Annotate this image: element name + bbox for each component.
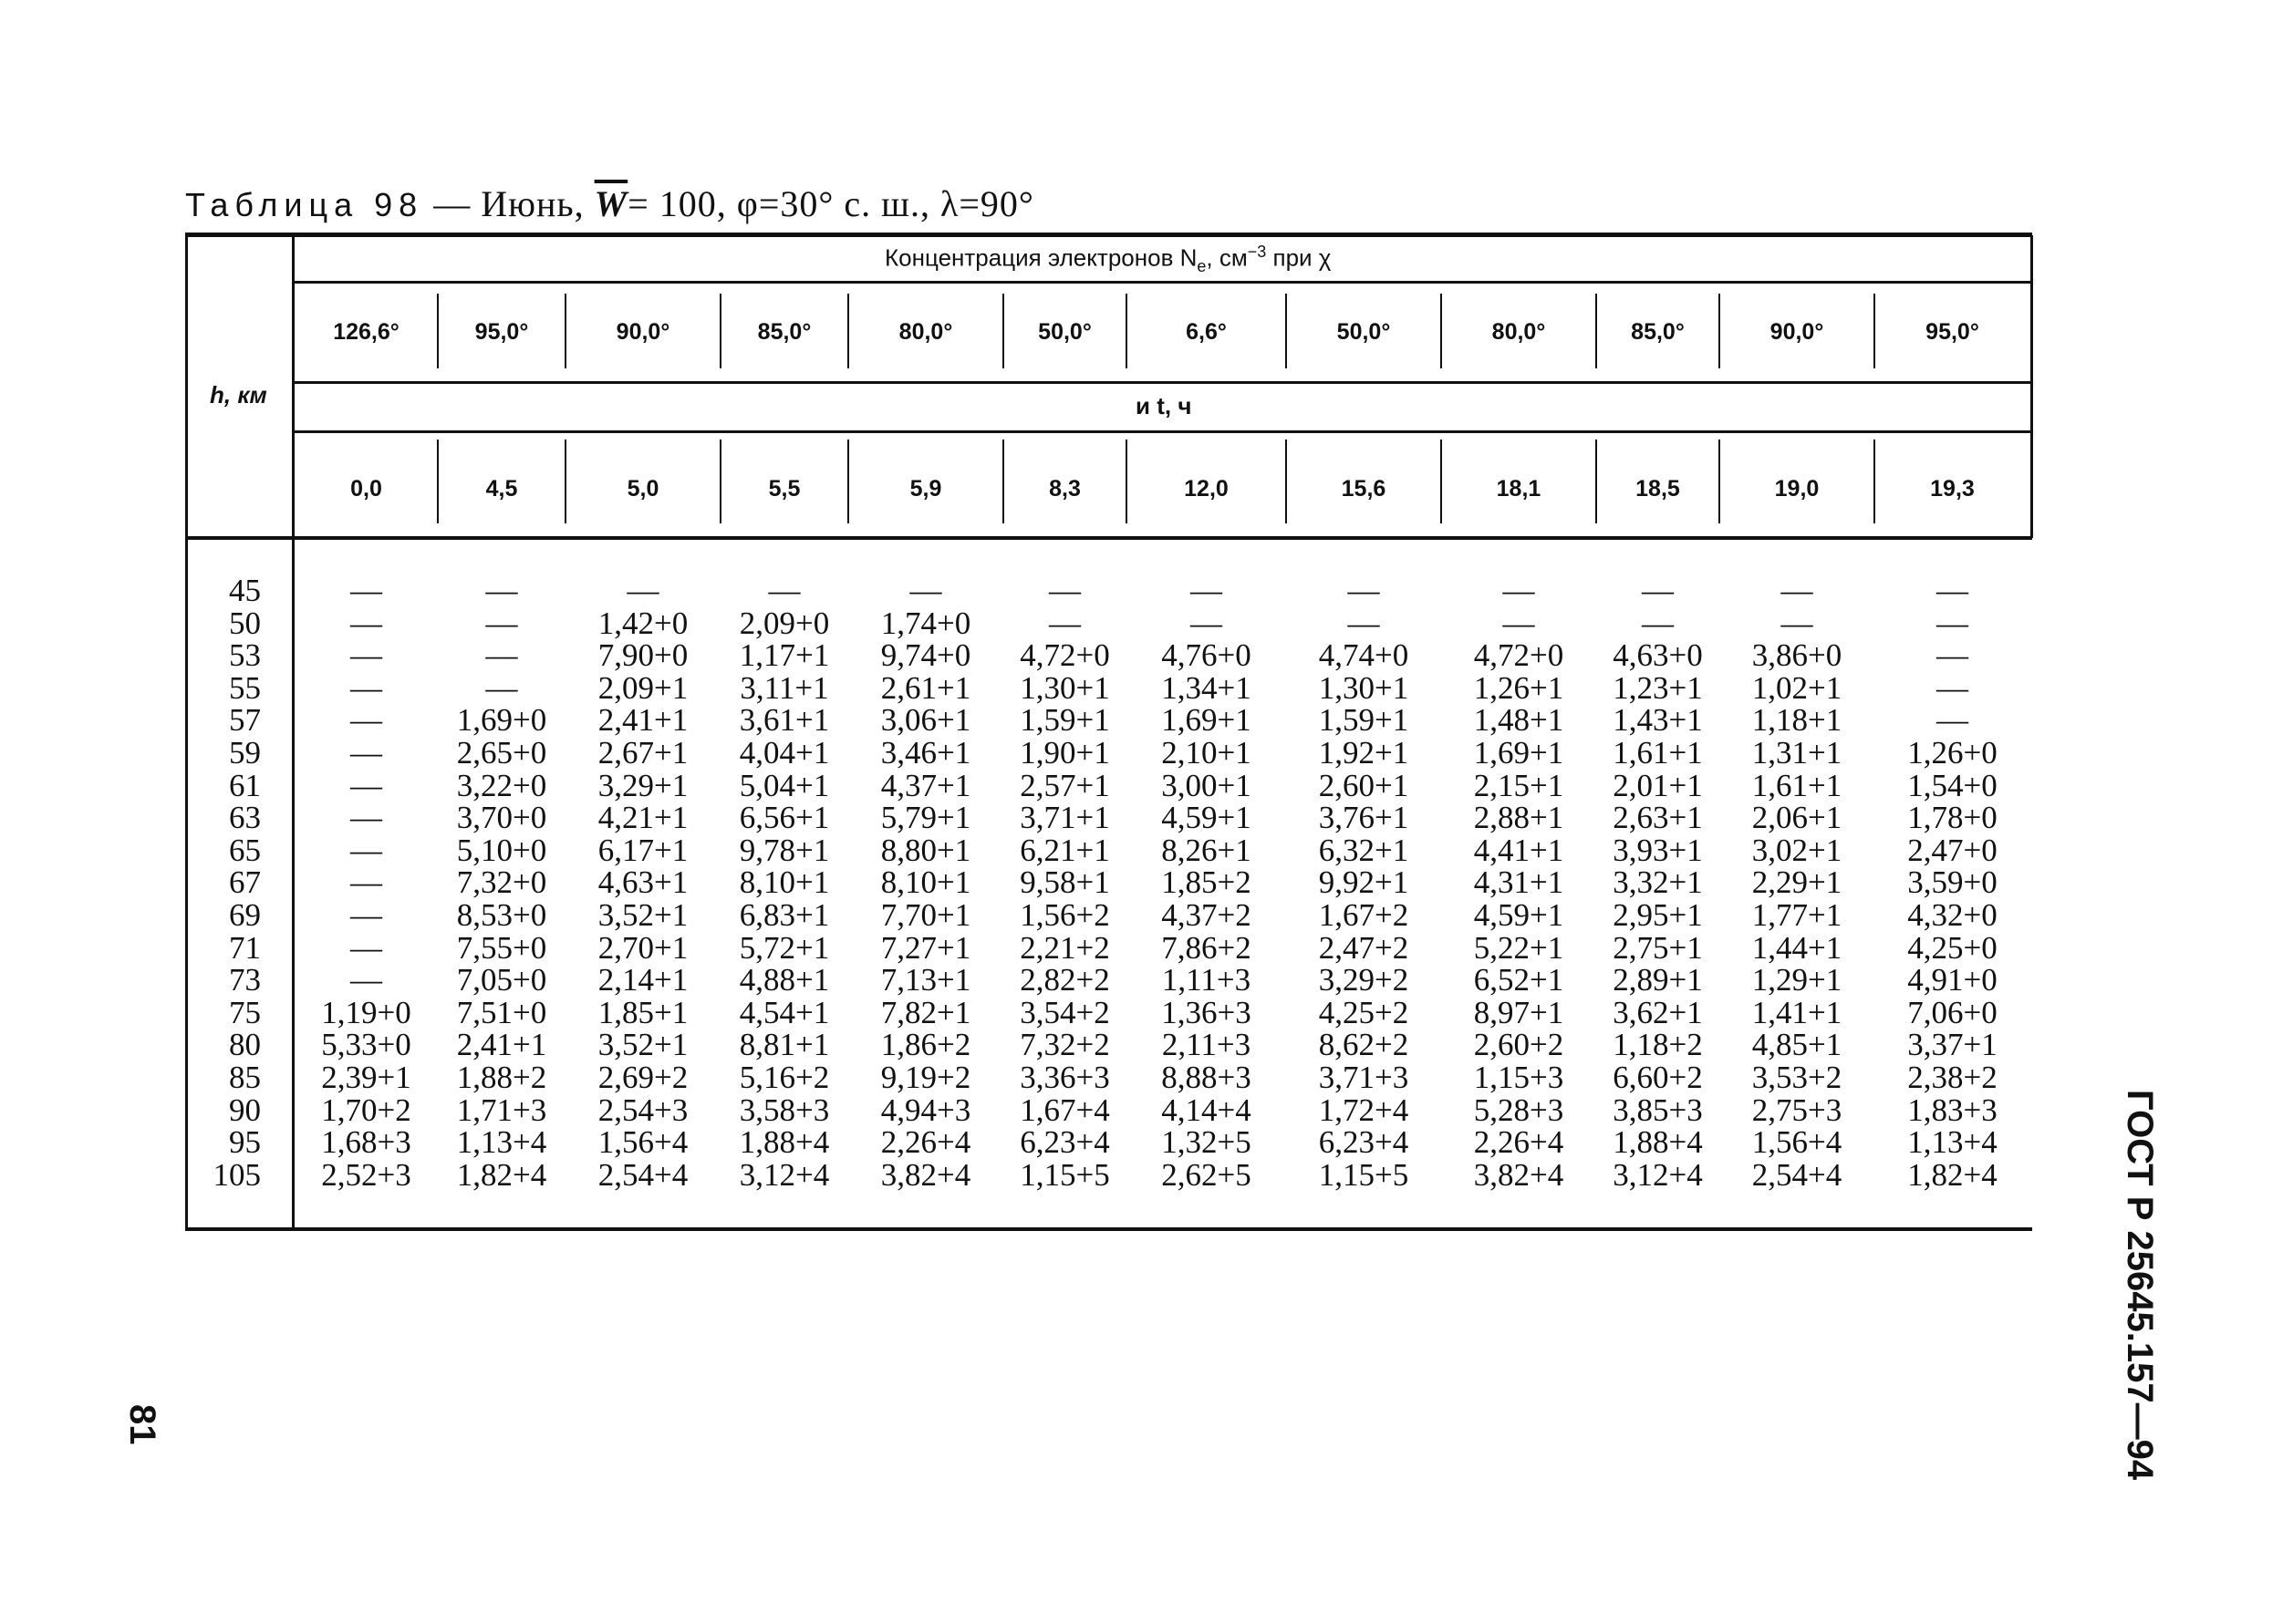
table-cell: — [350, 735, 382, 771]
table-cell: 2,09+0 [739, 605, 830, 641]
table-cell: 1,30+1 [1318, 669, 1409, 706]
table-cell: 9,58+1 [1020, 864, 1110, 901]
table-cell: — [1642, 605, 1674, 641]
concentration-header [885, 243, 1331, 276]
table-cell: — [485, 605, 518, 641]
table-cell: 1,68+3 [321, 1124, 411, 1161]
table-cell: 4,85+1 [1751, 1027, 1842, 1063]
table-cell: 1,85+2 [1161, 864, 1251, 901]
h-value: 105 [213, 1156, 261, 1193]
chi-header-cell: 85,0° [757, 319, 812, 345]
table-cell: 7,32+0 [456, 864, 547, 901]
table-cell: 1,82+4 [1907, 1156, 1998, 1193]
h-value: 59 [229, 735, 261, 771]
table-cell: 4,59+1 [1473, 897, 1564, 933]
chi-header-cell: 95,0° [1925, 319, 1979, 345]
header-bottom-rule [185, 536, 2032, 540]
table-cell: 1,82+4 [456, 1156, 547, 1193]
table-cell: 1,77+1 [1751, 897, 1842, 933]
table-cell: — [1502, 573, 1535, 608]
table-cell: 3,53+2 [1751, 1060, 1842, 1095]
table-cell: 2,41+1 [597, 702, 689, 739]
table-cell: 1,23+1 [1613, 669, 1703, 706]
table-cell: 3,22+0 [456, 767, 547, 803]
table-cell: 3,37+1 [1907, 1027, 1998, 1063]
table-cell: 3,11+1 [740, 669, 829, 706]
table-cell: 1,61+1 [1613, 735, 1703, 771]
table-cell: 5,72+1 [739, 929, 830, 966]
concentration-tail: при χ [1266, 243, 1332, 272]
table-cell: 4,63+0 [1613, 637, 1703, 674]
table-cell: 9,92+1 [1318, 864, 1409, 901]
table-cell: 4,54+1 [739, 994, 830, 1030]
table-cell: 1,13+4 [456, 1124, 547, 1161]
table-cell: 7,86+2 [1161, 929, 1251, 966]
table-cell: — [1347, 573, 1380, 608]
table-cell: 1,02+1 [1751, 669, 1842, 706]
table-cell: 2,47+2 [1318, 929, 1409, 966]
t-header-cell: 5,5 [768, 476, 801, 502]
table-cell: 8,10+1 [880, 864, 971, 901]
chi-header-cell: 90,0° [616, 319, 670, 345]
table-cell: 1,36+3 [1161, 994, 1251, 1030]
chi-header-cell: 126,6° [333, 319, 400, 345]
table-cell: — [1780, 573, 1813, 608]
table-cell: 3,82+4 [880, 1156, 971, 1193]
table-cell: 2,26+4 [880, 1124, 971, 1161]
table-cell: 4,04+1 [739, 735, 830, 771]
table-cell: 1,17+1 [739, 637, 830, 674]
t-header-cell: 15,6 [1341, 476, 1386, 502]
t-header-cell: 4,5 [485, 476, 518, 502]
table-cell: 1,32+5 [1161, 1124, 1251, 1161]
table-cell: — [350, 573, 382, 608]
table-cell: 5,22+1 [1473, 929, 1564, 966]
h-value: 69 [229, 897, 261, 933]
table-cell: 2,11+3 [1161, 1027, 1251, 1063]
table-cell: 1,43+1 [1613, 702, 1703, 739]
table-cell: 1,88+2 [456, 1060, 547, 1095]
table-cell: — [350, 702, 382, 739]
concentration-label: Концентрация электронов N [885, 243, 1198, 272]
table-cell: 1,15+3 [1473, 1060, 1564, 1095]
chi-header-cell: 80,0° [898, 319, 953, 345]
table-cell: — [1936, 637, 1968, 674]
table-cell: 1,56+4 [1751, 1124, 1842, 1161]
table-cell: 3,06+1 [880, 702, 971, 739]
table-cell: — [768, 573, 801, 608]
table-cell: — [350, 832, 382, 868]
table-cell: — [1936, 669, 1968, 706]
table-cell: 2,65+0 [456, 735, 547, 771]
table-cell: 7,27+1 [880, 929, 971, 966]
table-cell: 2,70+1 [597, 929, 689, 966]
table-cell: 3,02+1 [1751, 832, 1842, 868]
table-cell: — [350, 962, 382, 998]
table-cell: 1,44+1 [1751, 929, 1842, 966]
h-value: 71 [229, 929, 261, 966]
table-cell: 8,97+1 [1473, 994, 1564, 1030]
h-value: 55 [229, 669, 261, 706]
table-cell: 3,71+3 [1318, 1060, 1409, 1095]
table-cell: 4,37+1 [880, 767, 971, 803]
table-cell: 8,88+3 [1161, 1060, 1251, 1095]
table-cell: 7,82+1 [880, 994, 971, 1030]
h-value: 85 [229, 1060, 261, 1095]
table-cell: 2,61+1 [880, 669, 971, 706]
title-params: = 100, φ=30° с. ш., λ=90° [628, 183, 1034, 224]
table-title [185, 182, 1034, 225]
table-cell: 2,54+3 [597, 1091, 689, 1128]
table-cell: 2,54+4 [597, 1156, 689, 1193]
table-cell: 4,25+2 [1318, 994, 1409, 1030]
table-cell: 6,83+1 [739, 897, 830, 933]
table-cell: 3,85+3 [1613, 1091, 1703, 1128]
t-header-cell: 5,0 [627, 476, 659, 502]
table-cell: 7,06+0 [1907, 994, 1998, 1030]
table-cell: — [1347, 605, 1380, 641]
table-cell: — [350, 605, 382, 641]
t-header-cell: 19,0 [1774, 476, 1820, 502]
table-cell: 7,13+1 [880, 962, 971, 998]
table-cell: — [350, 897, 382, 933]
table-cell: 1,90+1 [1020, 735, 1110, 771]
table-cell: 7,32+2 [1020, 1027, 1110, 1063]
table-cell: 1,26+0 [1907, 735, 1998, 771]
table-cell: 6,60+2 [1613, 1060, 1703, 1095]
t-header-cell: 0,0 [350, 476, 382, 502]
table-cell: — [1780, 605, 1813, 641]
table-cell: 9,19+2 [880, 1060, 971, 1095]
h-value: 53 [229, 637, 261, 674]
table-cell: 4,72+0 [1473, 637, 1564, 674]
table-cell: 3,29+1 [597, 767, 689, 803]
table-cell: — [350, 864, 382, 901]
h-value: 73 [229, 962, 261, 998]
page-number: 81 [122, 1404, 162, 1445]
table-cell: — [1190, 605, 1222, 641]
table-cell: 5,16+2 [739, 1060, 830, 1095]
table-cell: 2,15+1 [1473, 767, 1564, 803]
h-value: 45 [229, 573, 261, 608]
table-cell: 2,60+2 [1473, 1027, 1564, 1063]
chi-header-cell: 90,0° [1769, 319, 1824, 345]
table-cell: 1,61+1 [1751, 767, 1842, 803]
table-cell: 4,72+0 [1020, 637, 1110, 674]
table-cell: 5,10+0 [456, 832, 547, 868]
table-cell: 3,12+4 [1613, 1156, 1703, 1193]
table-cell: 1,56+4 [597, 1124, 689, 1161]
table-cell: 1,19+0 [321, 994, 411, 1030]
table-cell: — [1642, 573, 1674, 608]
table-cell: 6,23+4 [1318, 1124, 1409, 1161]
table-cell: 1,30+1 [1020, 669, 1110, 706]
chi-header-cell: 85,0° [1631, 319, 1685, 345]
chi-header-cell: 50,0° [1038, 319, 1092, 345]
table-cell: 3,32+1 [1613, 864, 1703, 901]
table-cell: 1,15+5 [1318, 1156, 1409, 1193]
table-cell: 1,54+0 [1907, 767, 1998, 803]
t-header-cell: 8,3 [1049, 476, 1081, 502]
table-cell: 3,36+3 [1020, 1060, 1110, 1095]
table-cell: 1,74+0 [880, 605, 971, 641]
table-cell: 1,86+2 [880, 1027, 971, 1063]
table-cell: — [1502, 605, 1535, 641]
table-cell: 2,69+2 [597, 1060, 689, 1095]
gost-side-label: ГОСТ Р 25645.157—94 [2120, 1090, 2160, 1481]
table-cell: 6,21+1 [1020, 832, 1110, 868]
chi-header-cell: 95,0° [474, 319, 529, 345]
table-cell: 2,52+3 [321, 1156, 411, 1193]
table-cell: 5,28+3 [1473, 1091, 1564, 1128]
table-cell: 3,52+1 [597, 1027, 689, 1063]
table-cell: 1,92+1 [1318, 735, 1409, 771]
table-cell: 8,80+1 [880, 832, 971, 868]
table-cell: 1,69+0 [456, 702, 547, 739]
table-cell: 3,59+0 [1907, 864, 1998, 901]
table-cell: 1,72+4 [1318, 1091, 1409, 1128]
chi-header-cell: 50,0° [1336, 319, 1391, 345]
table-cell: 4,63+1 [597, 864, 689, 901]
table-cell: 4,74+0 [1318, 637, 1409, 674]
table-cell: 2,09+1 [597, 669, 689, 706]
table-cell: 6,56+1 [739, 800, 830, 836]
table-cell: 8,62+2 [1318, 1027, 1409, 1063]
table-cell: 3,71+1 [1020, 800, 1110, 836]
table-cell: — [485, 637, 518, 674]
concentration-exp: −3 [1247, 243, 1267, 261]
table-cell: 1,34+1 [1161, 669, 1251, 706]
table-cell: — [350, 929, 382, 966]
table-cell: 2,88+1 [1473, 800, 1564, 836]
table-cell: 9,78+1 [739, 832, 830, 868]
table-cell: 6,23+4 [1020, 1124, 1110, 1161]
table-cell: 1,59+1 [1318, 702, 1409, 739]
t-header-cell: 18,5 [1635, 476, 1680, 502]
table-cell: 2,26+4 [1473, 1124, 1564, 1161]
table-cell: 8,81+1 [739, 1027, 830, 1063]
h-value: 50 [229, 605, 261, 641]
table-cell: 2,82+2 [1020, 962, 1110, 998]
table-cell: 1,11+3 [1161, 962, 1251, 998]
chi-header-cell: 80,0° [1491, 319, 1546, 345]
table-cell: — [909, 573, 942, 608]
table-cell: 1,67+2 [1318, 897, 1409, 933]
table-cell: 1,69+1 [1473, 735, 1564, 771]
concentration-sub: e [1197, 256, 1207, 275]
table-cell: 1,31+1 [1751, 735, 1842, 771]
table-cell: 3,58+3 [739, 1091, 830, 1128]
header-rule-1 [295, 281, 2032, 284]
table-cell: 9,74+0 [880, 637, 971, 674]
table-cell: 1,85+1 [597, 994, 689, 1030]
time-header: и t, ч [1136, 392, 1192, 419]
table-cell: 1,69+1 [1161, 702, 1251, 739]
table-cell: 1,18+1 [1751, 702, 1842, 739]
table-cell: 7,51+0 [456, 994, 547, 1030]
table-cell: 3,00+1 [1161, 767, 1251, 803]
table-cell: 6,17+1 [597, 832, 689, 868]
table-cell: 3,29+2 [1318, 962, 1409, 998]
table-cell: — [1936, 702, 1968, 739]
h-value: 75 [229, 994, 261, 1030]
table-cell: 1,67+4 [1020, 1091, 1110, 1128]
table-cell: 3,61+1 [739, 702, 830, 739]
table-cell: 7,55+0 [456, 929, 547, 966]
table-cell: 1,13+4 [1907, 1124, 1998, 1161]
h-value: 57 [229, 702, 261, 739]
table-cell: 4,76+0 [1161, 637, 1251, 674]
table-cell: 2,38+2 [1907, 1060, 1998, 1095]
table-cell: 1,56+2 [1020, 897, 1110, 933]
table-cell: 3,70+0 [456, 800, 547, 836]
table-cell: 2,54+4 [1751, 1156, 1842, 1193]
table-cell: 2,95+1 [1613, 897, 1703, 933]
table-cell: 2,29+1 [1751, 864, 1842, 901]
table-cell: — [627, 573, 659, 608]
table-cell: 1,18+2 [1613, 1027, 1703, 1063]
table-cell: 5,79+1 [880, 800, 971, 836]
table-cell: 8,10+1 [739, 864, 830, 901]
table-cell: 1,41+1 [1751, 994, 1842, 1030]
table-cell: 1,88+4 [1613, 1124, 1703, 1161]
h-value: 65 [229, 832, 261, 868]
title-dash: — Июнь, [423, 183, 595, 224]
table-cell: — [350, 800, 382, 836]
table-cell: 3,76+1 [1318, 800, 1409, 836]
chi-header-cell: 6,6° [1186, 319, 1227, 345]
h-column-label: h, км [210, 381, 267, 409]
table-cell: 4,32+0 [1907, 897, 1998, 933]
table-cell: 4,21+1 [597, 800, 689, 836]
table-cell: 8,26+1 [1161, 832, 1251, 868]
table-number: Таблица 98 [185, 186, 424, 223]
table-cell: 4,59+1 [1161, 800, 1251, 836]
table-cell: 2,10+1 [1161, 735, 1251, 771]
table-cell: 2,63+1 [1613, 800, 1703, 836]
table-cell: — [350, 637, 382, 674]
table-cell: 2,75+1 [1613, 929, 1703, 966]
table-cell: — [1049, 605, 1081, 641]
table-cell: 4,31+1 [1473, 864, 1564, 901]
header-rule-3 [295, 430, 2032, 433]
table-cell: 2,01+1 [1613, 767, 1703, 803]
table-cell: 2,89+1 [1613, 962, 1703, 998]
t-header-cell: 5,9 [909, 476, 942, 502]
table-cell: 3,46+1 [880, 735, 971, 771]
table-right-border [2030, 235, 2033, 538]
table-cell: — [485, 669, 518, 706]
w-symbol: $\overline{W}$ [594, 183, 628, 224]
table-cell: 4,94+3 [880, 1091, 971, 1128]
table-cell: 6,32+1 [1318, 832, 1409, 868]
table-cell: 1,71+3 [456, 1091, 547, 1128]
t-header-cell: 12,0 [1184, 476, 1229, 502]
table-cell: 6,52+1 [1473, 962, 1564, 998]
table-cell: 2,67+1 [597, 735, 689, 771]
table-cell: 3,86+0 [1751, 637, 1842, 674]
table-cell: 3,12+4 [739, 1156, 830, 1193]
table-cell: 4,25+0 [1907, 929, 1998, 966]
header-rule-2 [295, 381, 2032, 384]
table-cell: 1,42+0 [597, 605, 689, 641]
h-value: 95 [229, 1124, 261, 1161]
table-cell: — [350, 767, 382, 803]
table-cell: 3,93+1 [1613, 832, 1703, 868]
table-cell: 3,52+1 [597, 897, 689, 933]
table-cell: 5,04+1 [739, 767, 830, 803]
table-cell: 2,62+5 [1161, 1156, 1251, 1193]
table-cell: 1,29+1 [1751, 962, 1842, 998]
h-value: 90 [229, 1091, 261, 1128]
table-cell: 2,14+1 [597, 962, 689, 998]
h-value: 67 [229, 864, 261, 901]
t-header-cell: 18,1 [1496, 476, 1541, 502]
table-cell: — [350, 669, 382, 706]
table-cell: 2,06+1 [1751, 800, 1842, 836]
table-cell: — [1936, 605, 1968, 641]
table-cell: 4,41+1 [1473, 832, 1564, 868]
table-cell: 1,83+3 [1907, 1091, 1998, 1128]
table-cell: 1,70+2 [321, 1091, 411, 1128]
table-cell: 4,88+1 [739, 962, 830, 998]
table-cell: 3,82+4 [1473, 1156, 1564, 1193]
table-top-rule [185, 233, 2032, 237]
h-value: 61 [229, 767, 261, 803]
h-value: 63 [229, 800, 261, 836]
table-cell: 2,75+3 [1751, 1091, 1842, 1128]
table-cell: — [1049, 573, 1081, 608]
table-cell: 1,15+5 [1020, 1156, 1110, 1193]
table-cell: — [1936, 573, 1968, 608]
table-cell: 4,91+0 [1907, 962, 1998, 998]
table-bottom-rule [185, 1227, 2032, 1231]
table-cell: 1,48+1 [1473, 702, 1564, 739]
table-cell: 2,39+1 [321, 1060, 411, 1095]
table-cell: 1,59+1 [1020, 702, 1110, 739]
table-cell: 2,47+0 [1907, 832, 1998, 868]
table-cell: 7,90+0 [597, 637, 689, 674]
table-cell: 1,26+1 [1473, 669, 1564, 706]
table-cell: 1,88+4 [739, 1124, 830, 1161]
table-cell: 4,37+2 [1161, 897, 1251, 933]
table-cell: 2,21+2 [1020, 929, 1110, 966]
concentration-unit: , см [1206, 243, 1248, 272]
table-cell: — [1190, 573, 1222, 608]
table-cell: 3,62+1 [1613, 994, 1703, 1030]
table-cell: 5,33+0 [321, 1027, 411, 1063]
table-cell: 1,78+0 [1907, 800, 1998, 836]
table-cell: — [485, 573, 518, 608]
h-value: 80 [229, 1027, 261, 1063]
table-cell: 2,57+1 [1020, 767, 1110, 803]
table-cell: 7,70+1 [880, 897, 971, 933]
table-cell: 2,60+1 [1318, 767, 1409, 803]
table-cell: 8,53+0 [456, 897, 547, 933]
table-cell: 3,54+2 [1020, 994, 1110, 1030]
table-cell: 4,14+4 [1161, 1091, 1251, 1128]
table-cell: 2,41+1 [456, 1027, 547, 1063]
table-cell: 7,05+0 [456, 962, 547, 998]
t-header-cell: 19,3 [1930, 476, 1975, 502]
